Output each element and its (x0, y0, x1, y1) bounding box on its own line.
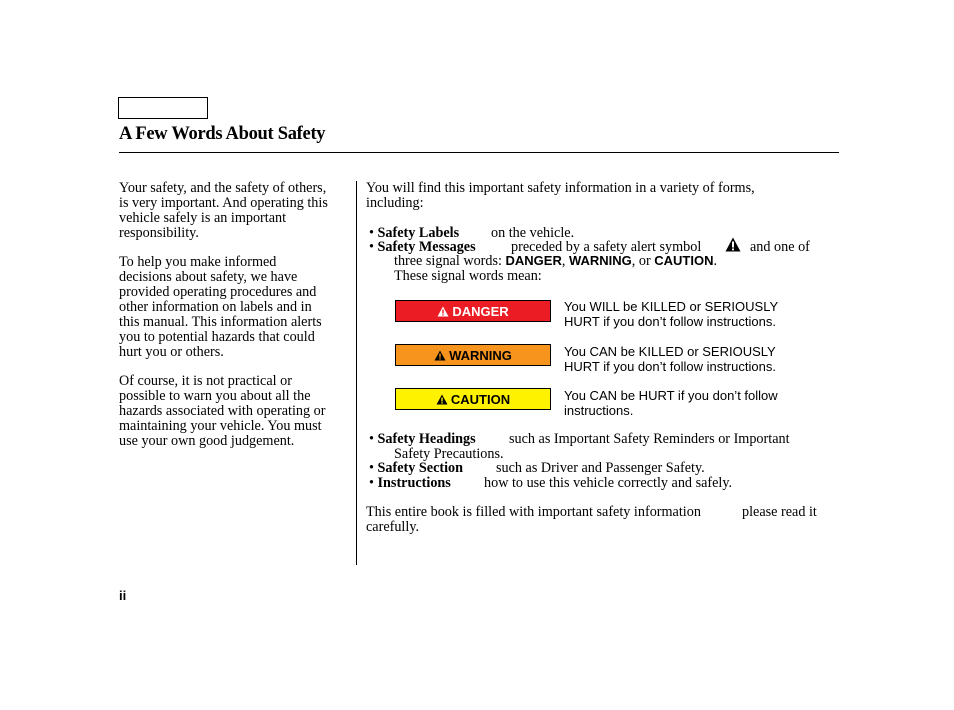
safety-headings-text-2: Safety Precautions. (394, 446, 504, 462)
word-warning: WARNING (568, 253, 632, 268)
text-line: hazards associated with operating or (119, 402, 326, 419)
text-line: To help you make informed (119, 254, 277, 271)
text-line: You CAN be HURT if you don’t follow (564, 388, 778, 403)
warning-label: WARNING (449, 347, 512, 363)
danger-sign (395, 300, 551, 322)
text-line: instructions. (564, 403, 634, 418)
term-safety-labels: Safety Labels (377, 225, 460, 241)
page-title: A Few Words About Safety (119, 124, 326, 144)
term-safety-section: Safety Section (377, 460, 464, 476)
bullet-safety-section (369, 460, 705, 476)
title-rule (119, 152, 839, 153)
column-divider (356, 181, 357, 565)
text-line: decisions about safety, we have (119, 269, 298, 286)
text-line: Your safety, and the safety of others, (119, 180, 327, 196)
text-line: you to potential hazards that could (119, 328, 315, 345)
period: . (713, 253, 718, 269)
safety-labels-text: on the vehicle. (491, 225, 575, 241)
text-line: other information on labels and in (119, 298, 312, 315)
bullet: • (369, 431, 374, 447)
text-line: maintaining your vehicle. You must (119, 417, 322, 434)
caution-label: CAUTION (450, 391, 511, 407)
bullet: • (369, 239, 374, 255)
text-line: You WILL be KILLED or SERIOUSLY (564, 299, 779, 314)
bullet-instructions (369, 475, 733, 491)
text-line: including: (366, 194, 424, 211)
text-line: hurt you or others. (119, 343, 224, 360)
term-safety-messages: Safety Messages (377, 239, 476, 255)
safety-alert-triangle-icon (725, 237, 741, 252)
bullet: • (369, 225, 374, 241)
caution-sign (395, 388, 551, 410)
text-line: this manual. This information alerts (119, 313, 322, 330)
closing-paragraph (366, 505, 836, 520)
text-line: You CAN be KILLED or SERIOUSLY (564, 344, 776, 359)
signal-words-line (394, 254, 717, 269)
instructions-text: how to use this vehicle correctly and safely. (484, 475, 733, 491)
bullet: • (369, 460, 374, 476)
safety-messages-text-after: and one of (750, 239, 810, 255)
left-column (119, 181, 347, 463)
safety-headings-text: such as Important Safety Reminders or Important (509, 431, 790, 447)
text-line: You will find this important safety information in a variety of forms, (366, 180, 755, 196)
text-line: vehicle safely is an important (119, 209, 287, 226)
sep: , or (631, 253, 655, 269)
word-danger: DANGER (505, 253, 562, 268)
text-line: possible to warn you about all the (119, 387, 311, 404)
text-line: provided operating procedures and (119, 283, 317, 300)
sep: , (561, 253, 569, 269)
alert-triangle-icon (436, 394, 448, 405)
warning-sign (395, 344, 551, 366)
page-number: ii (119, 588, 127, 603)
text-line: is very important. And operating this (119, 194, 328, 211)
closing-text-tail: please read it (742, 504, 817, 520)
danger-description (564, 299, 824, 329)
closing-text-2: carefully. (366, 519, 420, 535)
paragraph-not-practical (119, 374, 347, 448)
term-safety-headings: Safety Headings (377, 431, 476, 447)
closing-text: This entire book is filled with important safety information (366, 504, 701, 520)
text-line: HURT if you don’t follow instructions. (564, 359, 776, 374)
text-prefix: three signal words: (394, 253, 506, 269)
term-instructions: Instructions (377, 475, 451, 491)
text-line: use your own good judgement. (119, 432, 295, 449)
safety-section-text: such as Driver and Passenger Safety. (496, 460, 705, 476)
word-caution: CAUTION (654, 253, 714, 268)
section-tab-box (118, 97, 208, 119)
text-line: responsibility. (119, 224, 199, 241)
intro-paragraph (366, 181, 755, 211)
paragraph-your-safety (119, 181, 347, 241)
alert-triangle-icon (434, 350, 446, 361)
text-line: HURT if you don’t follow instructions. (564, 314, 776, 329)
text-line: Of course, it is not practical or (119, 372, 292, 389)
signal-words-mean: These signal words mean: (394, 268, 542, 284)
warning-description (564, 344, 824, 374)
caution-description (564, 388, 824, 418)
paragraph-informed-decisions (119, 255, 347, 359)
alert-triangle-icon (437, 306, 449, 317)
safety-messages-text: preceded by a safety alert symbol (511, 239, 702, 255)
bullet-safety-headings (369, 432, 829, 447)
bullet: • (369, 475, 374, 491)
danger-label: DANGER (452, 303, 509, 319)
